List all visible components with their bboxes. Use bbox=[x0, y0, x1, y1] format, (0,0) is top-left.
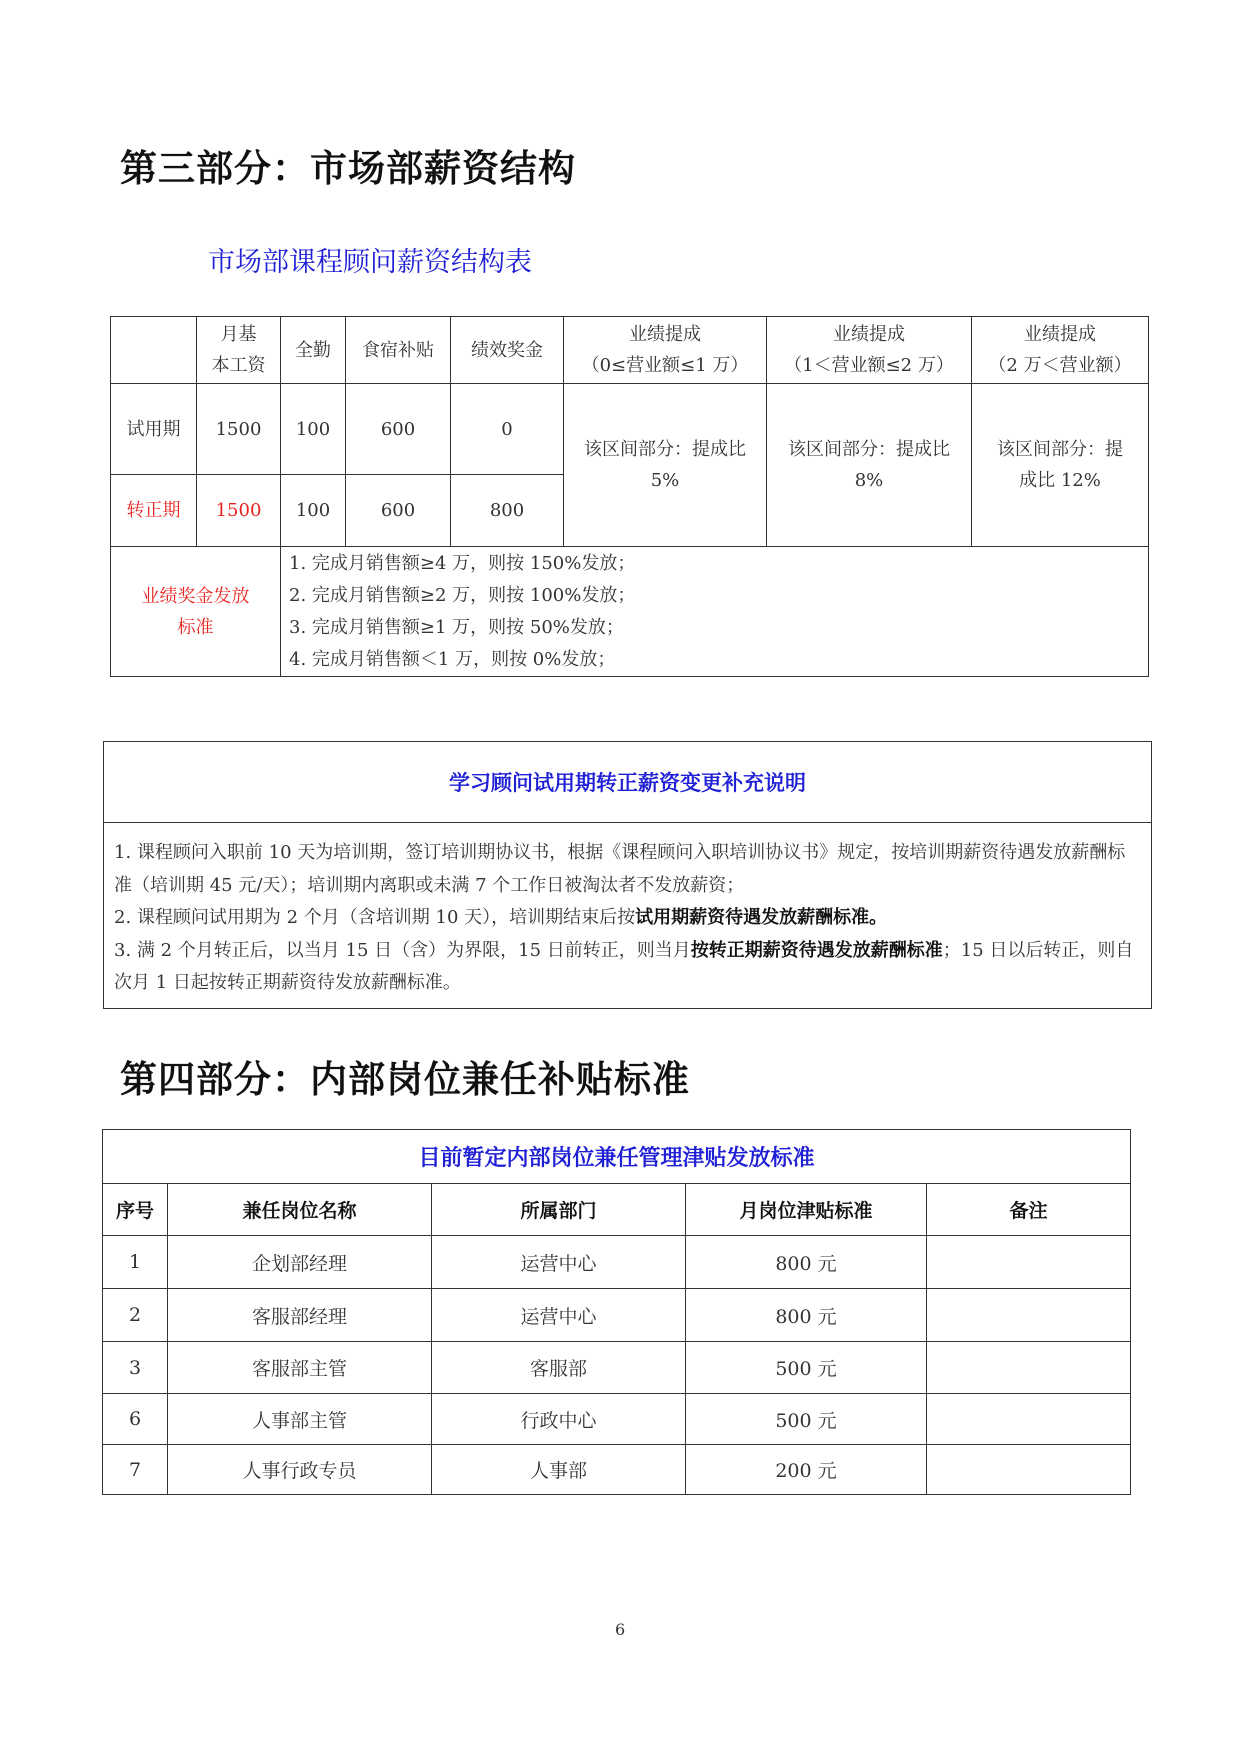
col-header-allowance: 月岗位津贴标准 bbox=[686, 1184, 927, 1236]
cell-index: 1 bbox=[103, 1236, 168, 1289]
cell-remarks bbox=[927, 1289, 1131, 1342]
cell-remarks bbox=[927, 1236, 1131, 1289]
header-performance-bonus: 绩效奖金 bbox=[451, 317, 564, 384]
probation-row bbox=[111, 384, 1149, 475]
row-label-regular: 转正期 bbox=[111, 475, 197, 547]
col-header-position: 兼任岗位名称 bbox=[168, 1184, 432, 1236]
regular-meal: 600 bbox=[346, 475, 451, 547]
salary-header-row bbox=[111, 317, 1149, 384]
cell-department: 运营中心 bbox=[432, 1289, 686, 1342]
probation-base: 1500 bbox=[197, 384, 281, 475]
cell-department: 运营中心 bbox=[432, 1236, 686, 1289]
page-number: 6 bbox=[615, 1620, 626, 1639]
cell-department: 行政中心 bbox=[432, 1394, 686, 1445]
header-attendance: 全勤 bbox=[281, 317, 346, 384]
cell-index: 6 bbox=[103, 1394, 168, 1445]
table-row bbox=[103, 1236, 1131, 1289]
note-title: 学习顾问试用期转正薪资变更补充说明 bbox=[104, 742, 1151, 823]
cell-allowance: 500 元 bbox=[686, 1342, 927, 1394]
note-paragraph-3: 3. 满 2 个月转正后，以当月 15 日（含）为界限，15 日前转正，则当月按转正期薪资待遇发放薪酬标准；15 日以后转正，则自次月 1 日起按转正期薪资待发放薪酬标准。 bbox=[114, 939, 1134, 993]
row-label-probation: 试用期 bbox=[111, 384, 197, 475]
bonus-rule: 3. 完成月销售额≥1 万，则按 50%发放； bbox=[289, 616, 624, 638]
section4-title: 第四部分：内部岗位兼任补贴标准 bbox=[120, 1058, 690, 1101]
bonus-rule: 4. 完成月销售额＜1 万，则按 0%发放； bbox=[289, 648, 616, 670]
cell-allowance: 500 元 bbox=[686, 1394, 927, 1445]
cell-remarks bbox=[927, 1394, 1131, 1445]
cell-allowance: 800 元 bbox=[686, 1289, 927, 1342]
table-row bbox=[103, 1289, 1131, 1342]
note-body bbox=[104, 823, 1151, 1000]
bonus-standard-label: 业绩奖金发放 标准 bbox=[111, 547, 281, 677]
salary-table-subtitle: 市场部课程顾问薪资结构表 bbox=[208, 247, 532, 278]
note-paragraph-1: 1. 课程顾问入职前 10 天为培训期，签订培训期协议书，根据《课程顾问入职培训协议书》规定，按培训期薪资待遇发放薪酬标准（培训期 45 元/天）；培训期内离职或未满 7 个工作日被淘汰者不发放薪资； bbox=[114, 842, 1126, 896]
allowance-table-caption: 目前暂定内部岗位兼任管理津贴发放标准 bbox=[103, 1130, 1131, 1184]
cell-remarks bbox=[927, 1342, 1131, 1394]
section3-title: 第三部分：市场部薪资结构 bbox=[120, 147, 576, 190]
tier1-rate: 该区间部分：提成比 5% bbox=[564, 384, 767, 547]
cell-allowance: 800 元 bbox=[686, 1236, 927, 1289]
allowance-caption-row bbox=[103, 1130, 1131, 1184]
col-header-department: 所属部门 bbox=[432, 1184, 686, 1236]
header-meal-allowance: 食宿补贴 bbox=[346, 317, 451, 384]
cell-position: 客服部经理 bbox=[168, 1289, 432, 1342]
probation-meal: 600 bbox=[346, 384, 451, 475]
regular-performance: 800 bbox=[451, 475, 564, 547]
header-base-salary: 月基 本工资 bbox=[197, 317, 281, 384]
tier3-rate: 该区间部分：提 成比 12% bbox=[972, 384, 1149, 547]
bonus-rule: 1. 完成月销售额≥4 万，则按 150%发放； bbox=[289, 552, 636, 574]
regular-base: 1500 bbox=[197, 475, 281, 547]
cell-department: 客服部 bbox=[432, 1342, 686, 1394]
header-tier1: 业绩提成 （0≤营业额≤1 万） bbox=[564, 317, 767, 384]
probation-performance: 0 bbox=[451, 384, 564, 475]
table-row bbox=[103, 1342, 1131, 1394]
table-row bbox=[103, 1445, 1131, 1495]
bonus-standard-row bbox=[111, 547, 1149, 677]
cell-index: 3 bbox=[103, 1342, 168, 1394]
cell-position: 人事部主管 bbox=[168, 1394, 432, 1445]
cell-allowance: 200 元 bbox=[686, 1445, 927, 1495]
probation-attendance: 100 bbox=[281, 384, 346, 475]
table-row bbox=[103, 1394, 1131, 1445]
salary-structure-table bbox=[110, 316, 1149, 677]
header-tier3: 业绩提成 （2 万＜营业额） bbox=[972, 317, 1149, 384]
cell-department: 人事部 bbox=[432, 1445, 686, 1495]
tier2-rate: 该区间部分：提成比 8% bbox=[767, 384, 972, 547]
note-paragraph-2: 2. 课程顾问试用期为 2 个月（含培训期 10 天），培训期结束后按试用期薪资待遇发放薪酬标准。 bbox=[114, 907, 888, 928]
cell-remarks bbox=[927, 1445, 1131, 1495]
col-header-remarks: 备注 bbox=[927, 1184, 1131, 1236]
cell-index: 7 bbox=[103, 1445, 168, 1495]
allowance-header-row bbox=[103, 1184, 1131, 1236]
allowance-table bbox=[102, 1129, 1131, 1495]
corner-cell bbox=[111, 317, 197, 384]
cell-position: 客服部主管 bbox=[168, 1342, 432, 1394]
col-header-index: 序号 bbox=[103, 1184, 168, 1236]
header-tier2: 业绩提成 （1＜营业额≤2 万） bbox=[767, 317, 972, 384]
bonus-rule: 2. 完成月销售额≥2 万，则按 100%发放； bbox=[289, 584, 636, 606]
cell-position: 企划部经理 bbox=[168, 1236, 432, 1289]
cell-position: 人事行政专员 bbox=[168, 1445, 432, 1495]
bonus-rules bbox=[281, 547, 1149, 677]
cell-index: 2 bbox=[103, 1289, 168, 1342]
regular-attendance: 100 bbox=[281, 475, 346, 547]
supplementary-note-box bbox=[103, 741, 1152, 1009]
